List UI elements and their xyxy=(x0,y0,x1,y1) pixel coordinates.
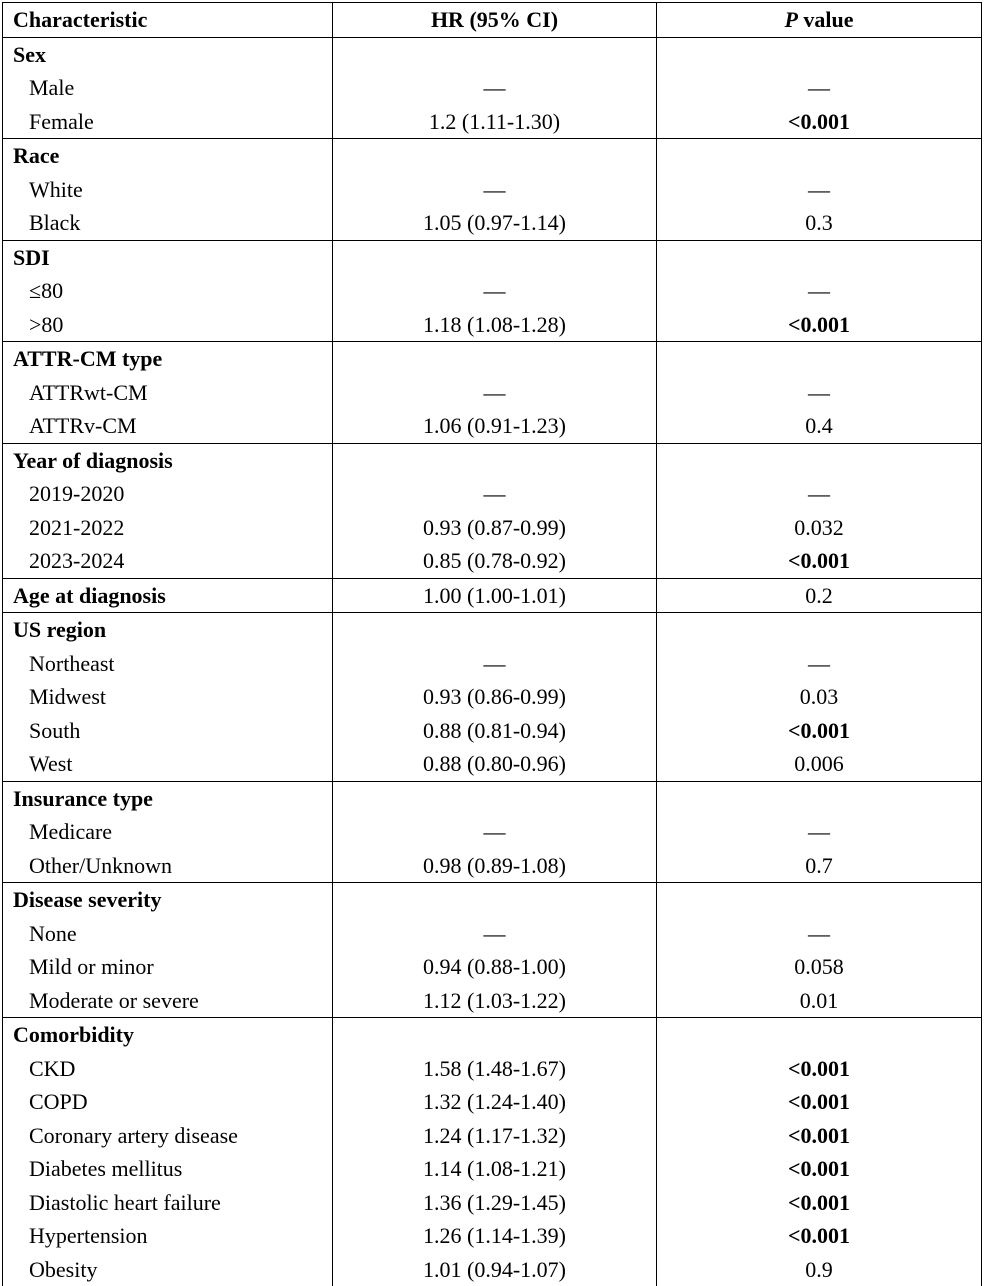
table-section-row xyxy=(3,883,982,917)
row-hr xyxy=(333,613,657,647)
row-hr: 1.05 (0.97-1.14) xyxy=(333,206,657,240)
row-p-value: 0.3 xyxy=(657,206,982,240)
row-label: ATTRwt-CM xyxy=(3,376,333,410)
row-p-value: <0.001 xyxy=(657,714,982,748)
row-p-value: — xyxy=(657,815,982,849)
row-label: SDI xyxy=(3,240,333,274)
row-p-value: — xyxy=(657,71,982,105)
row-label: Obesity xyxy=(3,1253,333,1286)
row-label: Insurance type xyxy=(3,781,333,815)
row-hr: 1.2 (1.11-1.30) xyxy=(333,105,657,139)
row-p-value: — xyxy=(657,376,982,410)
row-p-value: <0.001 xyxy=(657,105,982,139)
row-p-value: <0.001 xyxy=(657,1119,982,1153)
header-hr: HR (95% CI) xyxy=(333,3,657,38)
table-row xyxy=(3,849,982,883)
header-p-value xyxy=(657,3,982,38)
row-p-value: 0.01 xyxy=(657,984,982,1018)
row-label: Disease severity xyxy=(3,883,333,917)
row-hr: — xyxy=(333,917,657,951)
row-hr: 0.98 (0.89-1.08) xyxy=(333,849,657,883)
row-label: Mild or minor xyxy=(3,950,333,984)
row-p-value: 0.2 xyxy=(657,578,982,613)
table-row xyxy=(3,173,982,207)
row-p-value: 0.03 xyxy=(657,680,982,714)
row-label: 2019-2020 xyxy=(3,477,333,511)
row-hr: 1.32 (1.24-1.40) xyxy=(333,1085,657,1119)
row-label: Hypertension xyxy=(3,1219,333,1253)
row-label: Sex xyxy=(3,37,333,71)
row-label: Comorbidity xyxy=(3,1018,333,1052)
table-section-row xyxy=(3,37,982,71)
row-hr: — xyxy=(333,71,657,105)
table-row xyxy=(3,950,982,984)
table-row xyxy=(3,984,982,1018)
table-row xyxy=(3,917,982,951)
table-row xyxy=(3,815,982,849)
row-p-value: 0.9 xyxy=(657,1253,982,1286)
row-label: Moderate or severe xyxy=(3,984,333,1018)
table-row xyxy=(3,71,982,105)
table-section-row xyxy=(3,781,982,815)
row-hr: — xyxy=(333,477,657,511)
row-hr xyxy=(333,240,657,274)
row-hr xyxy=(333,883,657,917)
row-hr: 0.93 (0.86-0.99) xyxy=(333,680,657,714)
table-row xyxy=(3,647,982,681)
table-section-row xyxy=(3,342,982,376)
table-row xyxy=(3,1152,982,1186)
row-label: COPD xyxy=(3,1085,333,1119)
row-hr: 1.58 (1.48-1.67) xyxy=(333,1052,657,1086)
row-p-value: — xyxy=(657,477,982,511)
row-hr: 0.85 (0.78-0.92) xyxy=(333,544,657,578)
table-row xyxy=(3,1052,982,1086)
row-p-value: 0.006 xyxy=(657,747,982,781)
row-hr: 0.93 (0.87-0.99) xyxy=(333,511,657,545)
row-p-value: <0.001 xyxy=(657,544,982,578)
table-section-row xyxy=(3,1018,982,1052)
row-hr xyxy=(333,781,657,815)
row-label: Black xyxy=(3,206,333,240)
table-row xyxy=(3,680,982,714)
table-row xyxy=(3,1186,982,1220)
row-p-value: <0.001 xyxy=(657,1085,982,1119)
table-row xyxy=(3,376,982,410)
row-hr xyxy=(333,443,657,477)
row-p-value: 0.058 xyxy=(657,950,982,984)
row-p-value xyxy=(657,781,982,815)
row-hr xyxy=(333,1018,657,1052)
row-hr: — xyxy=(333,815,657,849)
row-label: 2021-2022 xyxy=(3,511,333,545)
table-row xyxy=(3,714,982,748)
row-hr: 1.26 (1.14-1.39) xyxy=(333,1219,657,1253)
row-label: Medicare xyxy=(3,815,333,849)
row-p-value: <0.001 xyxy=(657,1186,982,1220)
row-hr: 1.36 (1.29-1.45) xyxy=(333,1186,657,1220)
table-section-row xyxy=(3,443,982,477)
row-p-value: 0.4 xyxy=(657,409,982,443)
row-hr: 1.14 (1.08-1.21) xyxy=(333,1152,657,1186)
row-hr xyxy=(333,139,657,173)
table-row xyxy=(3,1219,982,1253)
row-p-value xyxy=(657,613,982,647)
table-row xyxy=(3,1085,982,1119)
row-p-value xyxy=(657,37,982,71)
table-row xyxy=(3,409,982,443)
table-section-row xyxy=(3,613,982,647)
row-p-value xyxy=(657,139,982,173)
row-label: South xyxy=(3,714,333,748)
row-label: US region xyxy=(3,613,333,647)
row-hr: 1.12 (1.03-1.22) xyxy=(333,984,657,1018)
row-hr: 0.88 (0.80-0.96) xyxy=(333,747,657,781)
row-hr: — xyxy=(333,647,657,681)
row-label: Age at diagnosis xyxy=(3,578,333,613)
row-label: None xyxy=(3,917,333,951)
row-p-value: <0.001 xyxy=(657,1219,982,1253)
row-p-value: 0.7 xyxy=(657,849,982,883)
row-hr: — xyxy=(333,173,657,207)
row-hr: 1.00 (1.00-1.01) xyxy=(333,578,657,613)
row-p-value: — xyxy=(657,647,982,681)
row-hr: — xyxy=(333,274,657,308)
table-section-row xyxy=(3,578,982,613)
row-label: ATTR-CM type xyxy=(3,342,333,376)
table-header-row xyxy=(3,3,982,38)
row-label: Year of diagnosis xyxy=(3,443,333,477)
table-row xyxy=(3,1119,982,1153)
row-p-value: — xyxy=(657,173,982,207)
table-row xyxy=(3,206,982,240)
row-label: West xyxy=(3,747,333,781)
row-label: Coronary artery disease xyxy=(3,1119,333,1153)
row-hr: 1.24 (1.17-1.32) xyxy=(333,1119,657,1153)
row-p-value: <0.001 xyxy=(657,308,982,342)
header-p-rest: value xyxy=(798,7,854,32)
row-p-value: <0.001 xyxy=(657,1152,982,1186)
row-label: >80 xyxy=(3,308,333,342)
row-p-value: — xyxy=(657,917,982,951)
table-row xyxy=(3,308,982,342)
row-label: CKD xyxy=(3,1052,333,1086)
row-label: 2023-2024 xyxy=(3,544,333,578)
row-label: ≤80 xyxy=(3,274,333,308)
row-hr: 1.01 (0.94-1.07) xyxy=(333,1253,657,1286)
header-characteristic: Characteristic xyxy=(3,3,333,38)
row-label: Race xyxy=(3,139,333,173)
row-hr xyxy=(333,342,657,376)
header-p-italic: P xyxy=(784,7,797,32)
hazard-ratio-table xyxy=(2,2,982,1286)
row-p-value xyxy=(657,443,982,477)
row-label: Diabetes mellitus xyxy=(3,1152,333,1186)
table-row xyxy=(3,544,982,578)
row-label: White xyxy=(3,173,333,207)
row-label: Other/Unknown xyxy=(3,849,333,883)
row-label: Diastolic heart failure xyxy=(3,1186,333,1220)
row-p-value xyxy=(657,240,982,274)
row-label: Midwest xyxy=(3,680,333,714)
row-p-value xyxy=(657,1018,982,1052)
row-p-value: 0.032 xyxy=(657,511,982,545)
row-label: Northeast xyxy=(3,647,333,681)
table-row xyxy=(3,477,982,511)
table-body xyxy=(3,37,982,1286)
row-p-value xyxy=(657,883,982,917)
row-p-value: <0.001 xyxy=(657,1052,982,1086)
table-row xyxy=(3,1253,982,1286)
table-section-row xyxy=(3,240,982,274)
table-row xyxy=(3,274,982,308)
row-label: Male xyxy=(3,71,333,105)
row-hr: — xyxy=(333,376,657,410)
table-row xyxy=(3,105,982,139)
table-section-row xyxy=(3,139,982,173)
row-hr xyxy=(333,37,657,71)
table-row xyxy=(3,747,982,781)
row-hr: 1.18 (1.08-1.28) xyxy=(333,308,657,342)
table-row xyxy=(3,511,982,545)
row-hr: 1.06 (0.91-1.23) xyxy=(333,409,657,443)
row-label: ATTRv-CM xyxy=(3,409,333,443)
row-hr: 0.94 (0.88-1.00) xyxy=(333,950,657,984)
row-hr: 0.88 (0.81-0.94) xyxy=(333,714,657,748)
row-p-value: — xyxy=(657,274,982,308)
row-p-value xyxy=(657,342,982,376)
row-label: Female xyxy=(3,105,333,139)
